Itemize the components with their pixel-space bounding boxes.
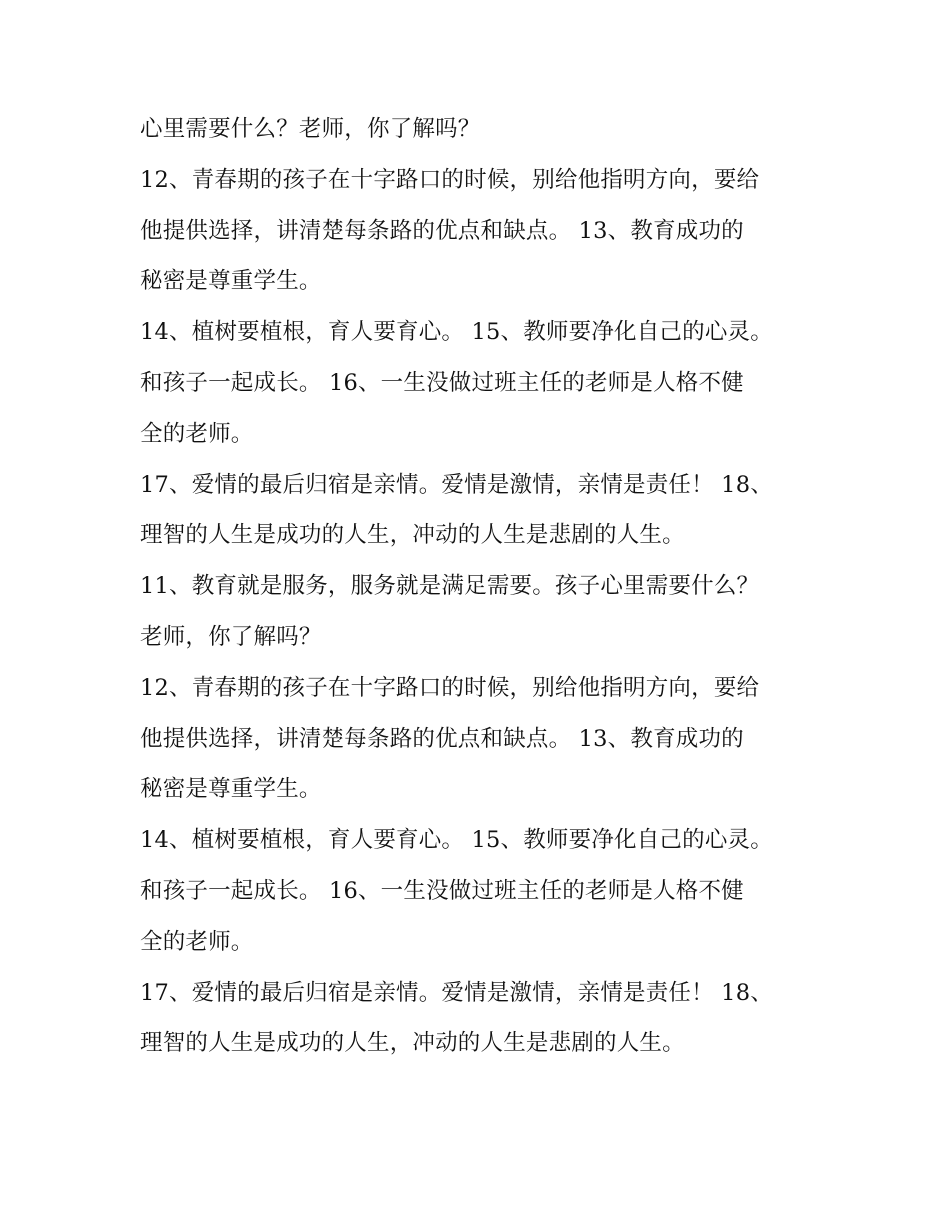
text-line: 17、爱情的最后归宿是亲情。爱情是激情，亲情是责任！ 18、: [140, 979, 773, 1006]
text-line: 14、植树要植根，育人要育心。 15、教师要净化自己的心灵。: [140, 827, 773, 854]
text-line: 全的老师。: [140, 928, 254, 955]
text-line: 12、青春期的孩子在十字路口的时候，别给他指明方向，要给: [140, 674, 760, 701]
text-line: 12、青春期的孩子在十字路口的时候，别给他指明方向，要给: [140, 166, 760, 193]
text-line: 他提供选择，讲清楚每条路的优点和缺点。 13、教育成功的: [140, 217, 744, 244]
text-line: 和孩子一起成长。 16、一生没做过班主任的老师是人格不健: [140, 877, 744, 904]
document-body: [140, 104, 820, 1069]
text-line: 11、教育就是服务，服务就是满足需要。孩子心里需要什么？: [140, 573, 760, 600]
text-line: 秘密是尊重学生。: [140, 776, 322, 803]
text-line: 秘密是尊重学生。: [140, 268, 322, 295]
text-line: 和孩子一起成长。 16、一生没做过班主任的老师是人格不健: [140, 369, 744, 396]
text-line: 心里需要什么？老师，你了解吗？: [140, 116, 481, 142]
text-line: 老师，你了解吗？: [140, 623, 322, 650]
text-line: 全的老师。: [140, 420, 254, 447]
text-line: 理智的人生是成功的人生，冲动的人生是悲剧的人生。: [140, 1030, 685, 1057]
text-line: 理智的人生是成功的人生，冲动的人生是悲剧的人生。: [140, 522, 685, 549]
text-line: 14、植树要植根，育人要育心。 15、教师要净化自己的心灵。: [140, 319, 773, 346]
text-line: 他提供选择，讲清楚每条路的优点和缺点。 13、教育成功的: [140, 725, 744, 752]
text-line: 17、爱情的最后归宿是亲情。爱情是激情，亲情是责任！ 18、: [140, 471, 773, 498]
